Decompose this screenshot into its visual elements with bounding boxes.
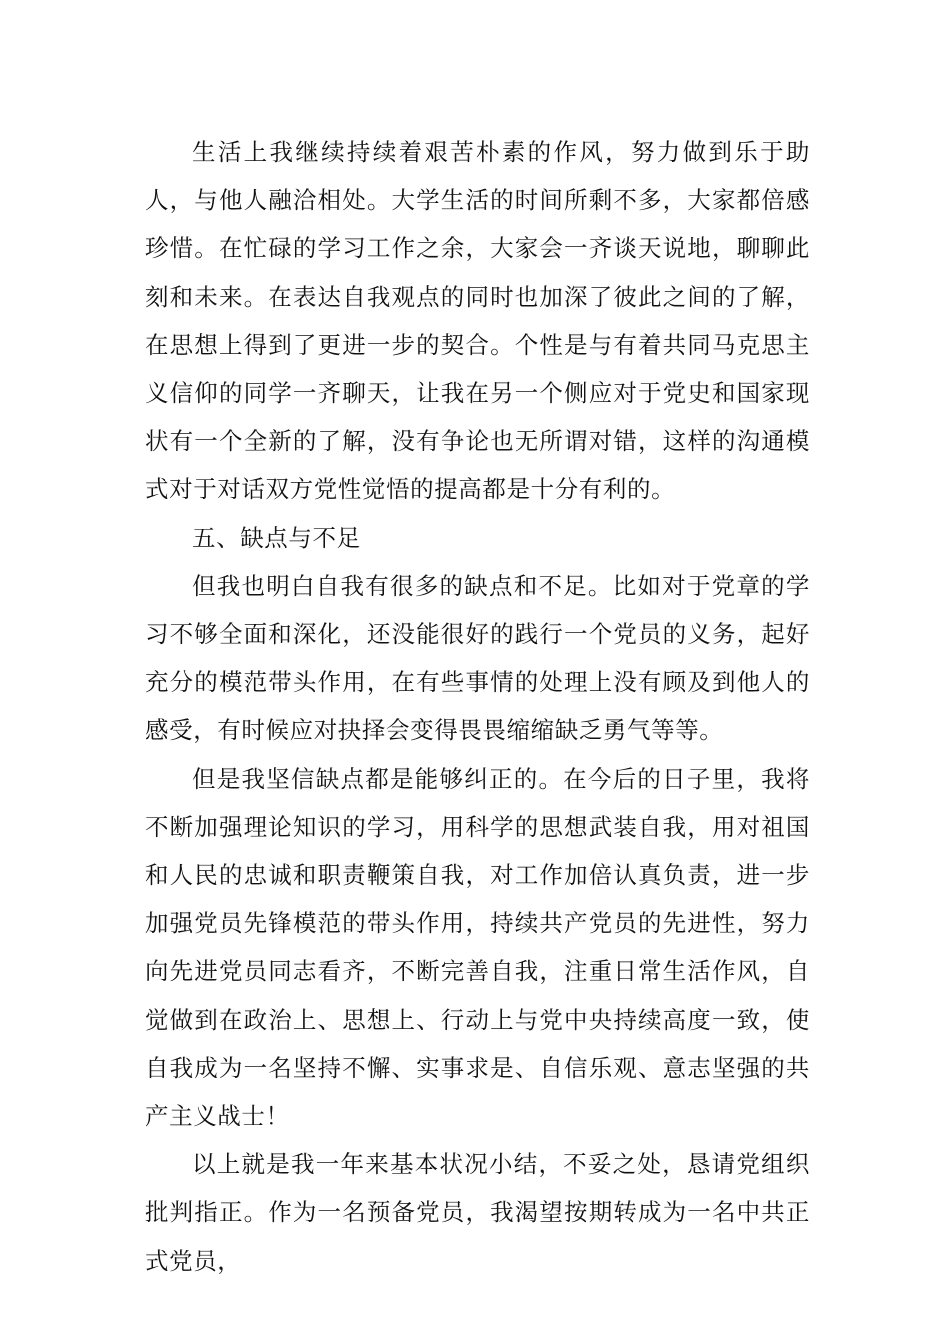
paragraph-lifestyle: 生活上我继续持续着艰苦朴素的作风，努力做到乐于助人，与他人融洽相处。大学生活的时间所剩不多，大家都倍感珍惜。在忙碌的学习工作之余，大家会一齐谈天说地，聊聊此刻和未来。在表达自我观点的同时也加深了彼此之间的了解，在思想上得到了更进一步的契合。个性是与有着共同马克思主义信仰的同学一齐聊天，让我在另一个侧应对于党史和国家现状有一个全新的了解，没有争论也无所谓对错，这样的沟通模式对于对话双方党性觉悟的提高都是十分有利的。 (145, 138, 810, 504)
paragraph-shortcomings: 但我也明白自我有很多的缺点和不足。比如对于党章的学习不够全面和深化，还没能很好的践行一个党员的义务，起好充分的模范带头作用，在有些事情的处理上没有顾及到他人的感受，有时候应对抉择会变得畏畏缩缩缺乏勇气等等。 (145, 571, 810, 745)
paragraph-improvement-plan: 但是我坚信缺点都是能够纠正的。在今后的日子里，我将不断加强理论知识的学习，用科学的思想武装自我，用对祖国和人民的忠诚和职责鞭策自我，对工作加倍认真负责，进一步加强党员先锋模范的带头作用，持续共产党员的先进性，努力向先进党员同志看齐，不断完善自我，注重日常生活作风，自觉做到在政治上、思想上、行动上与党中央持续高度一致，使自我成为一名坚持不懈、实事求是、自信乐观、意志坚强的共产主义战士！ (145, 764, 810, 1131)
section-heading-shortcomings: 五、缺点与不足 (192, 523, 361, 552)
paragraph-summary: 以上就是我一年来基本状况小结，不妥之处，恳请党组织批判指正。作为一名预备党员，我渴望按期转成为一名中共正式党员， (145, 1150, 810, 1275)
